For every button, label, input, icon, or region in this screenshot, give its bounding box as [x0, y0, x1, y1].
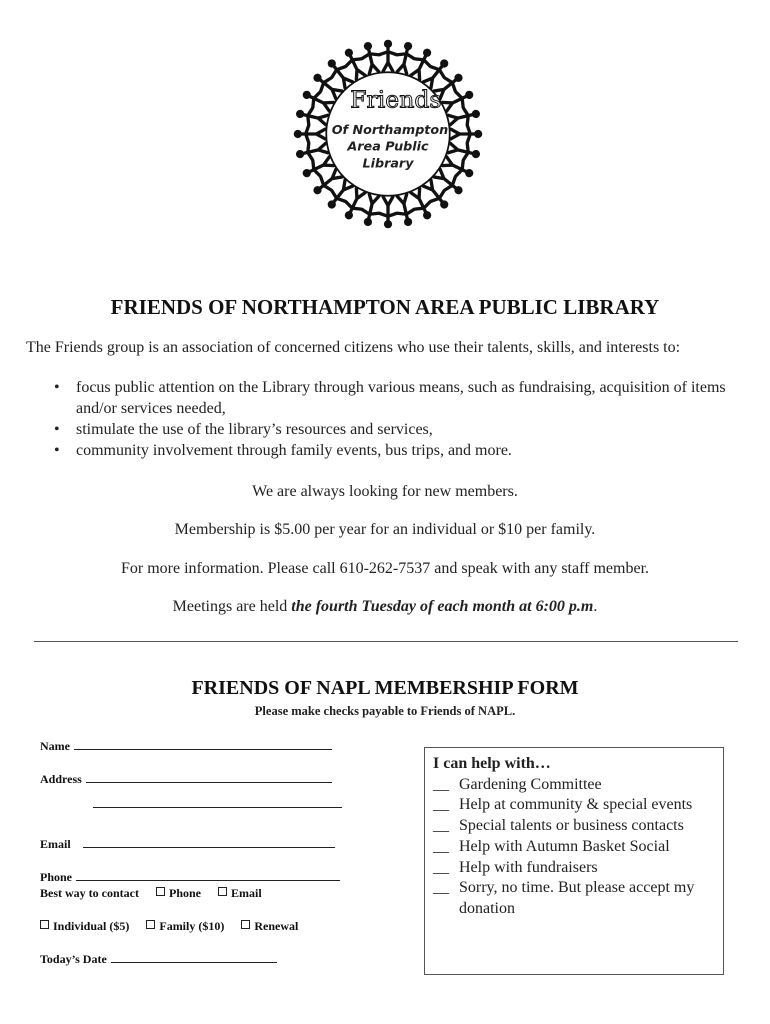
- help-label: Special talents or business contacts: [459, 817, 684, 835]
- help-item: [433, 795, 715, 816]
- email-line[interactable]: [83, 837, 335, 848]
- checkbox[interactable]: [146, 920, 155, 929]
- meetings-text: [0, 598, 770, 616]
- individual-option[interactable]: [40, 919, 129, 933]
- membership-text: Membership is $5.00 per year for an individual or $10 per family.: [174, 521, 596, 538]
- person-figure: [447, 105, 481, 128]
- date-field[interactable]: [40, 952, 277, 967]
- renewal-label: Renewal: [254, 919, 299, 933]
- meetings-prefix: Meetings are held: [172, 598, 292, 615]
- intro-text: The Friends group is an association of concerned citizens who use their talents, skills, and interests to:: [26, 339, 681, 356]
- person-figure: [451, 126, 483, 143]
- meetings-emphasis: the fourth Tuesday of each month at 6:00 p.m: [291, 598, 594, 615]
- help-item: [433, 837, 715, 858]
- help-blank[interactable]: __: [433, 858, 449, 876]
- family-label: Family ($10): [159, 919, 225, 933]
- divider: [34, 641, 738, 642]
- person-figure: [294, 126, 326, 143]
- contact-email-label: Email: [231, 886, 262, 900]
- help-item: [433, 858, 715, 879]
- checkbox[interactable]: [156, 887, 165, 896]
- page-title: FRIENDS OF NORTHAMPTON AREA PUBLIC LIBRARY: [110, 295, 660, 319]
- person-figure: [294, 140, 328, 163]
- person-figure: [408, 187, 437, 223]
- person-figure: [394, 193, 417, 227]
- person-figure: [380, 197, 397, 229]
- person-figure: [299, 154, 335, 183]
- date-line[interactable]: [111, 952, 277, 963]
- logo-word: Friends: [350, 85, 442, 114]
- date-label: Today’s Date: [40, 952, 107, 966]
- address-field[interactable]: [40, 772, 332, 787]
- name-label: Name: [40, 739, 70, 753]
- person-figure: [441, 86, 477, 115]
- name-line[interactable]: [74, 739, 332, 750]
- help-label: Sorry, no time. But please accept my donation: [459, 879, 695, 917]
- meetings-suffix: .: [593, 598, 598, 615]
- help-box: [424, 747, 724, 975]
- person-figure: [299, 86, 335, 115]
- help-item: [433, 878, 715, 919]
- form-subtitle: Please make checks payable to Friends of NAPL.: [254, 704, 516, 718]
- info-text: For more information. Please call 610-262-7537 and speak with any staff member.: [120, 560, 650, 577]
- name-field[interactable]: [40, 739, 332, 754]
- help-blank[interactable]: __: [433, 775, 449, 793]
- help-item: [433, 775, 715, 796]
- address-label: Address: [40, 772, 82, 786]
- checkbox[interactable]: [241, 920, 250, 929]
- logo-line-1: Of Northampton: [331, 123, 449, 138]
- contact-phone-label: Phone: [168, 886, 201, 900]
- person-figure: [294, 105, 328, 128]
- contact-preference: [40, 886, 262, 901]
- person-figure: [359, 193, 382, 227]
- purpose-list: [52, 377, 752, 461]
- person-figure: [394, 40, 417, 74]
- help-label: Help at community & special events: [459, 796, 693, 814]
- logo-line-3: Library: [362, 156, 414, 172]
- help-item: [433, 816, 715, 837]
- contact-email-option[interactable]: [218, 886, 262, 900]
- help-blank[interactable]: __: [433, 879, 449, 897]
- logo-line-2: Area Public: [347, 139, 429, 155]
- person-figure: [441, 154, 477, 183]
- person-figure: [340, 187, 369, 223]
- email-label: Email: [40, 837, 71, 851]
- form-title: FRIENDS OF NAPL MEMBERSHIP FORM: [191, 677, 579, 699]
- friends-logo: [290, 36, 486, 232]
- checkbox[interactable]: [40, 920, 49, 929]
- phone-line[interactable]: [76, 870, 340, 881]
- help-title: I can help with…: [433, 755, 551, 772]
- help-label: Gardening Committee: [459, 775, 602, 793]
- help-blank[interactable]: __: [433, 837, 449, 855]
- help-blank[interactable]: __: [433, 817, 449, 835]
- family-option[interactable]: [146, 919, 224, 933]
- person-figure: [380, 40, 397, 72]
- person-figure: [408, 45, 437, 81]
- person-figure: [447, 140, 481, 163]
- email-field[interactable]: [40, 837, 335, 852]
- person-figure: [359, 40, 382, 74]
- address-line[interactable]: [86, 772, 332, 783]
- list-item: • community involvement through family events, bus trips, and more.: [52, 440, 752, 461]
- phone-field[interactable]: [40, 870, 340, 885]
- help-label: Help with Autumn Basket Social: [459, 837, 670, 855]
- contact-label: Best way to contact: [40, 886, 139, 900]
- list-item: • stimulate the use of the library’s resources and services,: [52, 419, 752, 440]
- person-figure: [340, 45, 369, 81]
- contact-phone-option[interactable]: [156, 886, 201, 900]
- address-line-2[interactable]: [93, 807, 342, 808]
- list-item: • focus public attention on the Library through various means, such as fundraising, acquisition of items and/or services needed,: [52, 377, 752, 419]
- renewal-option[interactable]: [241, 919, 298, 933]
- help-label: Help with fundraisers: [459, 858, 598, 876]
- membership-type: [40, 919, 298, 934]
- individual-label: Individual ($5): [53, 919, 130, 933]
- phone-label: Phone: [40, 870, 73, 884]
- help-blank[interactable]: __: [433, 796, 449, 814]
- checkbox[interactable]: [218, 887, 227, 896]
- looking-text: We are always looking for new members.: [252, 483, 518, 500]
